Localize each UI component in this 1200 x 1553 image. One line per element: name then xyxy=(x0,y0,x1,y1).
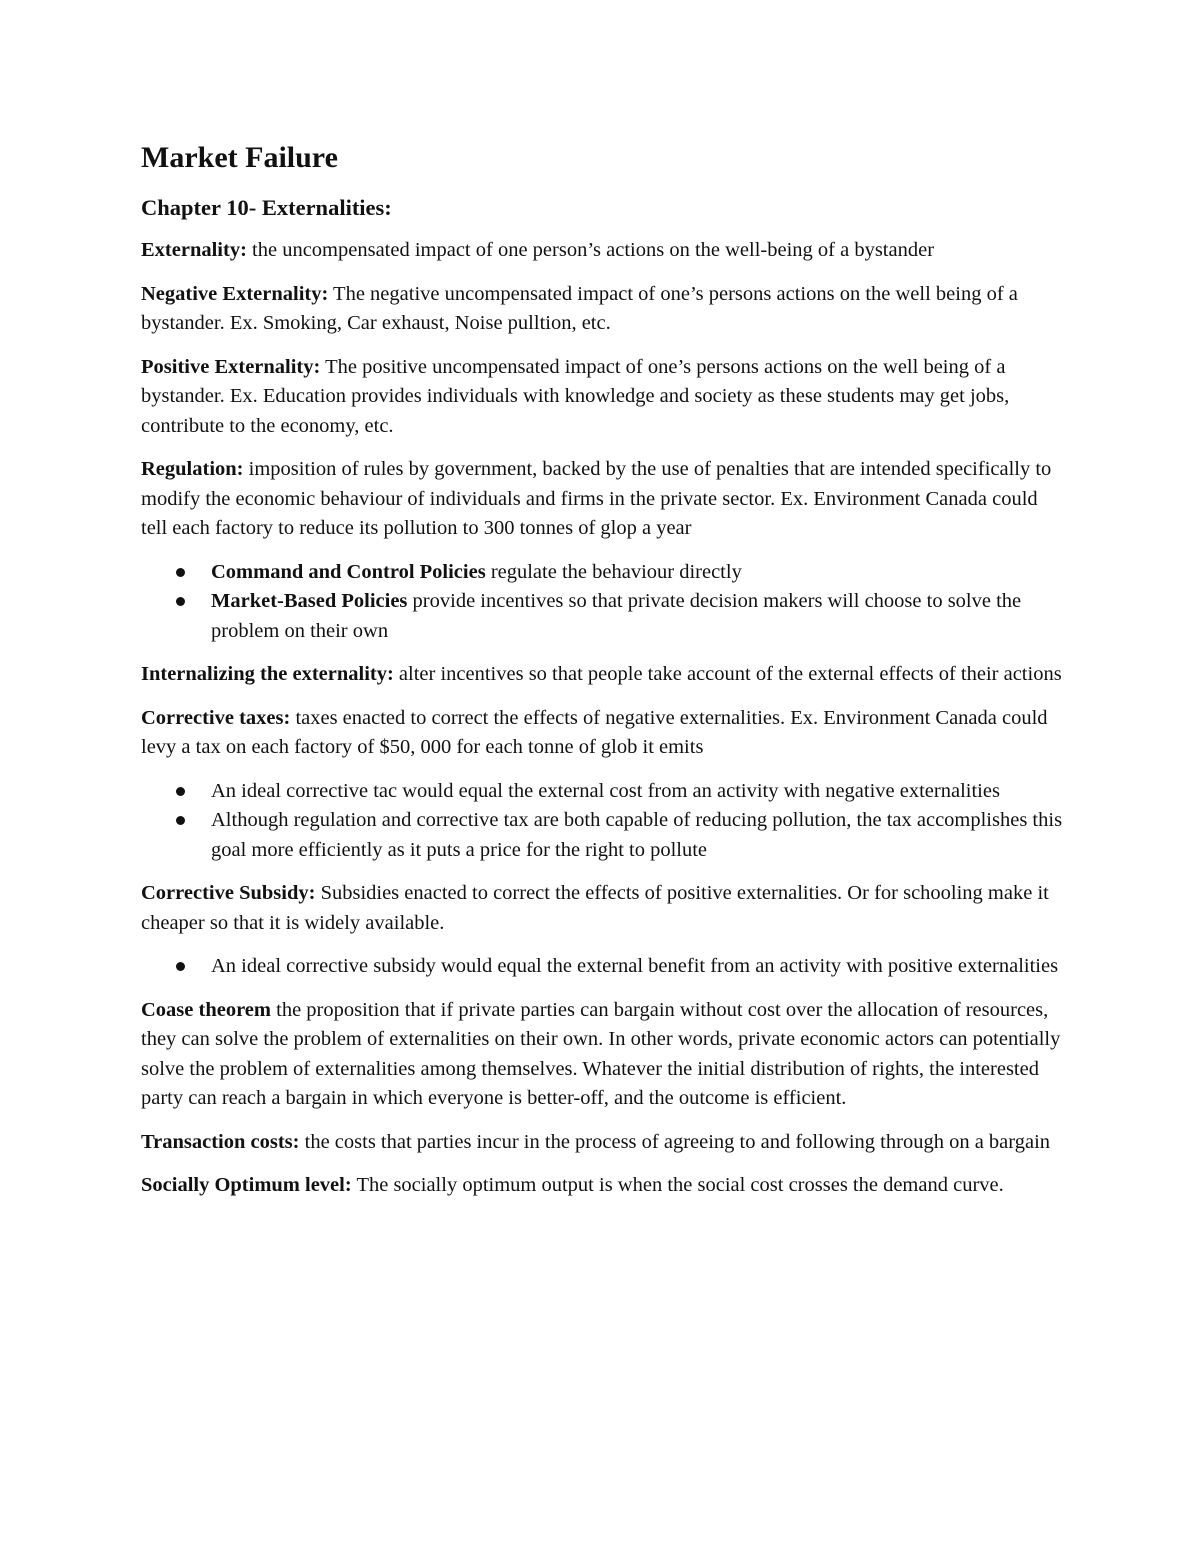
definition-corrective-subsidy xyxy=(141,879,1066,938)
definition-text: imposition of rules by government, backed by the use of penalties that are intended specifically to modify the economic behaviour of individuals and firms in the private sector. Ex. Environment Canada could tell each factory to reduce its pollution to 300 tonnes of glop a year xyxy=(141,458,1052,539)
definition-corrective-taxes xyxy=(141,704,1066,763)
bullet-icon xyxy=(176,787,185,796)
definition-transaction-costs xyxy=(141,1128,1066,1158)
list-item xyxy=(141,587,1066,646)
list-item-text: Although regulation and corrective tax are both capable of reducing pollution, the tax accomplishes this goal more efficiently as it puts a price for the right to pollute xyxy=(211,809,1063,861)
bullet-icon xyxy=(176,597,185,606)
term-label: Regulation: xyxy=(141,458,244,480)
definition-text: Subsidies enacted to correct the effects of positive externalities. Or for schooling make it cheaper so that it is widely available. xyxy=(141,882,1049,934)
definition-internalizing xyxy=(141,660,1066,690)
list-item xyxy=(141,806,1066,865)
document-title: Market Failure xyxy=(141,141,338,174)
definition-text: the proposition that if private parties can bargain without cost over the allocation of resources, they can solve the problem of externalities on their own. In other words, private economic actors can potentially solve the problem of externalities among themselves. Whatever the initial distribution of rights, the interested party can reach a bargain in which everyone is better-off, and the outcome is efficient. xyxy=(141,998,1061,1109)
chapter-heading: Chapter 10- Externalities: xyxy=(141,195,392,220)
definition-text: The positive uncompensated impact of one’s persons actions on the well being of a bystander. Ex. Education provides individuals with knowledge and society as these students may get jobs, contribute to the economy, etc. xyxy=(141,355,1010,437)
definition-externality xyxy=(141,236,1066,266)
list-item-text: provide incentives so that private decision makers will choose to solve the problem on their own xyxy=(211,590,1022,642)
term-label: Socially Optimum level: xyxy=(141,1174,352,1196)
bullet-icon xyxy=(176,568,185,577)
regulation-bullet-list xyxy=(141,558,1066,647)
list-item xyxy=(141,952,1066,982)
definition-negative-externality xyxy=(141,280,1066,339)
bullet-icon xyxy=(176,816,185,825)
list-item xyxy=(141,558,1066,588)
list-item xyxy=(141,777,1066,807)
definition-socially-optimum xyxy=(141,1171,1066,1201)
term-label: Coase theorem xyxy=(141,998,271,1021)
term-label: Market-Based Policies xyxy=(211,590,408,612)
term-label: Command and Control Policies xyxy=(211,560,486,583)
definition-positive-externality xyxy=(141,353,1066,442)
list-item-text: An ideal corrective subsidy would equal the external benefit from an activity with positive externalities xyxy=(211,955,1059,977)
list-item-text: regulate the behaviour directly xyxy=(485,560,742,583)
term-label: Positive Externality: xyxy=(141,355,321,378)
definition-text: The socially optimum output is when the social cost crosses the demand curve. xyxy=(351,1174,1004,1196)
definition-text: alter incentives so that people take account of the external effects of their actions xyxy=(393,663,1062,685)
bullet-icon xyxy=(176,962,185,971)
term-label: Corrective taxes: xyxy=(141,706,291,729)
tax-bullet-list xyxy=(141,777,1066,866)
definition-regulation xyxy=(141,455,1066,544)
term-label: Corrective Subsidy: xyxy=(141,882,316,904)
document-page xyxy=(141,138,1066,1215)
term-label: Internalizing the externality: xyxy=(141,663,394,685)
term-label: Negative Externality: xyxy=(141,282,329,305)
definition-text: the uncompensated impact of one person’s actions on the well-being of a bystander xyxy=(246,239,935,261)
list-item-text: An ideal corrective tac would equal the external cost from an activity with negative externalities xyxy=(211,779,1000,802)
definition-text: The negative uncompensated impact of one’s persons actions on the well being of a bystander. Ex. Smoking, Car exhaust, Noise pulltion, etc. xyxy=(141,282,1018,334)
term-label: Transaction costs: xyxy=(141,1130,300,1153)
definition-coase-theorem xyxy=(141,996,1066,1114)
definition-text: taxes enacted to correct the effects of negative externalities. Ex. Environment Canada could levy a tax on each factory of $50, 000 for each tonne of glob it emits xyxy=(141,706,1048,758)
definition-text: the costs that parties incur in the process of agreeing to and following through on a bargain xyxy=(299,1130,1051,1153)
term-label: Externality: xyxy=(141,239,247,261)
subsidy-bullet-list xyxy=(141,952,1066,982)
